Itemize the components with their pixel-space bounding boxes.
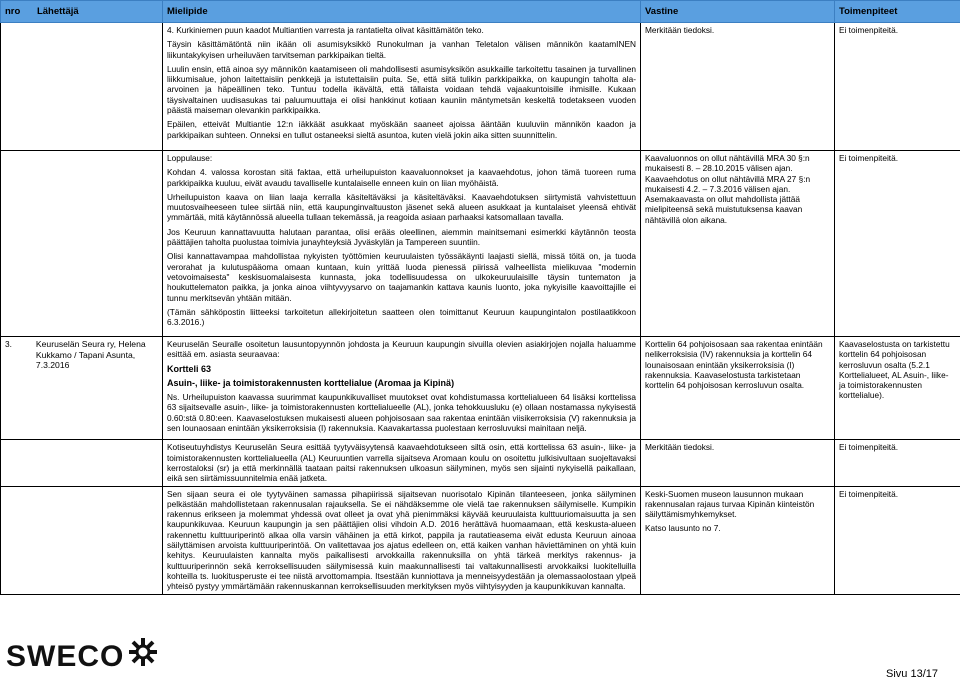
sweco-logo	[6, 640, 160, 674]
sender-cell	[1, 486, 163, 594]
section-subtitle: Asuin-, liike- ja toimistorakennusten korttelialue (Aromaa ja Kipinä)	[167, 377, 455, 388]
opinion-cell	[163, 486, 641, 594]
header-nro-label: nro	[5, 6, 21, 17]
response-cell	[641, 486, 835, 594]
opinion-paragraph: Jos Keuruun kannattavuutta halutaan parantaa, olisi erääs oleellinen, aiemmin mainitsemani esimerkki käytännön teosta päättäjien taholta puolustaa toimivia junayhteyksiä Jyväskylän ja Tampereen suuntiin.	[167, 226, 636, 248]
sender-cell	[1, 23, 163, 151]
sender-cell	[1, 337, 163, 440]
opinion-paragraph: Kohdan 4. valossa korostan sitä faktaa, että urheilupuiston kaavaluonnokset ja kaavaehdotus, johon tämä tuoreen ruma parkkipaikka kuuluu, eivät avaudu tavalliselle kuntalaiselle enneen kuin on liian myöhäistä.	[167, 167, 636, 188]
page-number: Sivu 13/17	[886, 668, 938, 680]
opinion-paragraph: Olisi kannattavampaa mahdollistaa nykyisten työttömien keuruulaisten työssäkäynti laajasti siellä, missä töitä on, ja tuoda verorahat ja kulutuspääoma omaan kuntaan, kuin yrittää luoda pienessä piirissä valheellista mielikuvaa "modernin vetovoimaisesta" keskisuomalaisesta kunnasta, joka todellisuudessa on ulkokeuruulaisille täysin tuntematon ja houkuttelematon paikka, ja jonka ainoa viihtyvyysarvo on taajamankin kattava kaunis luonto, joka nykyisille kaavoittajille ei tunnu merkitsevän yhtään mitään.	[167, 251, 636, 303]
logo-mark-icon	[126, 635, 160, 669]
sender-cell	[1, 151, 163, 337]
response-cell: Merkitään tiedoksi.	[641, 23, 835, 151]
header-sender-label: Lähettäjä	[36, 6, 79, 17]
header-row	[1, 1, 960, 23]
response-cell: Kaavaluonnos on ollut nähtävillä MRA 30 §:n mukaisesti 8. – 28.10.2015 välisen ajan. Kaavaehdotus on ollut nähtävillä MRA 27 §:n mukaisesti 4.2. – 7.3.2016 välisen ajan. Asemakaavasta on ollut mahdollista jättää mielipiteensä sekä muistutuksensa kaavan nähtävillä olon aikana.	[641, 151, 835, 337]
opinion-paragraph: Keuruselän Seuralle osoitetun lausuntopyynnön johdosta ja Keuruun kaupungin sivuilla olevien asiakirjojen nojalla haluamme esittää em. asiasta seuraavaa:	[167, 339, 636, 360]
response-cell: Korttelin 64 pohjoisosaan saa rakentaa enintään nelikerroksisia (IV) rakennuksia ja korttelin 64 lounaisosaan enintään yksikerroksisia (I) rakennuksia. Kaavaselostusta tarkistetaan korttelin 64 pohjoisosan kerrosluvun osalta.	[641, 337, 835, 440]
opinion-cell	[163, 23, 641, 151]
actions-cell: Kaavaselostusta on tarkistettu korttelin 64 pohjoisosan kerrosluvun osalta (5.2.1 Korttelialueet, AL Asuin-, liike- ja toimistorakennusten korttelialue).	[835, 337, 960, 440]
opinion-paragraph: Loppulause:	[167, 153, 213, 163]
actions-cell: Ei toimenpiteitä.	[835, 151, 960, 337]
opinion-paragraph: Ns. Urheilupuiston kaavassa suurimmat kaupunkikuvalliset muutokset ovat kohdistumassa korttelialueen 64 lisäksi korttelissa 63 sijaitsevalle asuin-, liike- ja toimistorakennusten korttelialueelle (AL), jonka tehokkuusluku (e) ollaan nostamassa nykyisestä 0.60:stä 0.80:een. Kaavaselostuksen mukaisesti alueen pohjoisosaan saa rakentaa enintään viisikerroksisia (V) rakennuksia ja sen lounaosaan enintään yksikerroksisia (I) rakennuksia. Kaavakartassa puolestaan kerrosluvuksi mainitaan neljä.	[167, 392, 636, 434]
row-number: 3.	[5, 339, 12, 349]
table-row	[1, 440, 960, 486]
actions-cell: Ei toimenpiteitä.	[835, 486, 960, 594]
table-row	[1, 151, 960, 337]
section-title: Kortteli 63	[167, 363, 212, 374]
opinion-paragraph: Sen sijaan seura ei ole tyytyväinen samassa pihapiirissä sijaitsevan nuorisotalo Kipinän tilanteeseen, jonka säilyminen pelkästään mahdollistetaan rakennusalan rajauksella. Se ei nähdäksemme ole vielä tae rakennuksen säilymiselle. Kumpikin rakennus erikseen ja molemmat yhdessä ovat olleet ja ovat yhä pienimmäksi käyvää keuruulaista kulttuuriomaisuutta ja sen kaupunkikuvaa. Keuruun kaupungin ja sen päättäjien olisi vihdoin A.D. 2016 herättävä huomaamaan, että keskusta-alueen rakennettu kulttuuriperintö alkaa olla varsin vähäinen ja että kirkot, pappila ja rautatieasema eivät edusta Keuruun ainoaa säilyttämisen arvoista kulttuuriperintöä. On valitettavaa jos ajatus edelleen on, että kaiken vanhan häviettäminen on yhtä kuin kehitys. Keuruulaisten kannalta myös paikallisesti arvokkailla rakennuksilla on yhtä tärkeä merkitys rakennus- ja kulttuuriperinnön sekä kerroksellisuuden säilymisessä kuin maakunnallisesti tai valtakunnallisesti arvokkaiksi luokitelluilla kohteilla ts. luokitusperuste ei tee niistä arvottomampia. Itsestään kunniottava ja menneisyydestään ja olemassaolostaan ylpeä yhteisö pystyy ymmärtämään rakennuskannan kerroksellisuuden merkityksen myös viihtyisyyden ja kaupunkikuvan kannalta.	[167, 488, 636, 592]
header-actions: Toimenpiteet	[835, 1, 960, 23]
opinion-cell	[163, 151, 641, 337]
logo-text: SWECO	[6, 640, 125, 673]
opinion-paragraph: (Tämän sähköpostin liitteeksi tarkoitetun allekirjoitetun saatteen olen toimittanut Keuruun kaupungintalon postilaatikkoon 6.3.2016.)	[167, 306, 636, 328]
opinion-cell	[163, 337, 641, 440]
sender-cell	[1, 440, 163, 486]
actions-cell: Ei toimenpiteitä.	[835, 23, 960, 151]
header-opinion: Mielipide	[163, 1, 641, 23]
opinion-paragraph: 4. Kurkiniemen puun kaadot Multiantien varresta ja rantatielta olivat käsittämätön teko.	[167, 25, 484, 35]
header-nro	[1, 1, 163, 23]
table-row	[1, 23, 960, 151]
opinion-paragraph: Urheilupuiston kaava on liian laaja kerralla käsiteltäväksi ja käsiteltäväksi. Kaavaehdotuksen siirtymistä vahvistettuun muutosvaiheeseen tulee siirtää niin, että kaupunginvaltuuston jäsenet sekä alueen asukkaat ja kuntalaiset yleensä ehtivät ymmärtää, mitä käytännössä alueella tullaan tekemässä, ja reagoida asiaan parhaaksi katsomallaan tavalla.	[167, 191, 636, 223]
opinion-paragraph: Luulin ensin, että ainoa syy männikön kaatamiseen oli mahdollisesti asumisyksikön asukkaille tarkoitettu tasainen ja turvallinen liikkumisalue, johon laitettaisiin penkkejä ja istutettaisiin puita. Se, että siitä tulikin parkkipaikka, on kaupungin taholta ala-arvoinen ja häpeällinen teko. Tuntuu todella ikävältä, että tällaista voidaan tehdä vajaakuntoisille ihmisille. Kukaan täysivaltainen uudisasukas tai paluumuuttaja ei olisi hankkinut kotiaan kauniin mäntymetsän keskeltä todetakseen vuoden päästä maiseman olevankin parkkipaikka.	[167, 63, 636, 116]
header-response: Vastine	[641, 1, 835, 23]
opinion-cell	[163, 440, 641, 486]
response-cell: Merkitään tiedoksi.	[641, 440, 835, 486]
opinion-paragraph: Täysin käsittämätöntä niin ikään oli asumisyksikkö Runokulman ja vanhan Teletalon välisen männikön kaatamINEN liikuntakykyisen urheiluväen tarvitseman parkkipaikan tieltä.	[167, 39, 636, 60]
sender-name: Keuruselän Seura ry, Helena Kukkamo / Tapani Asunta, 7.3.2016	[35, 339, 146, 370]
opinion-paragraph: Kotiseutuyhdistys Keuruselän Seura esittää tyytyväisyytensä kaavaehdotukseen siltä osin, että korttelissa 63 asuin-, liike- ja toimistorakennusten korttelialueella (AL) Keuruuntien varrella sijaitseva Aromaan koulu on osoitettu julkisivultaan suojeltavaksi kerrostaloksi (sr) ja että merkinnällä taataan paitsi rakennuksen ulkoasun säilyminen, myös sen sijainti nykyisellä paikallaan, eikä sen siirtämissuunnitelmia enää jatketa.	[167, 442, 636, 484]
table-row	[1, 486, 960, 594]
opinion-paragraph: Epäilen, etteivät Multiantie 12:n iäkkäät asukkaat myöskään saaneet ajoissa ääntään kuuluviin männikön kaadon ja parkkipaikan suhteen. Onneksi en tullut ostaneeksi sieltä asuntoa, kuten vielä jokin aika sitten suunnittelin.	[167, 119, 636, 140]
response-paragraph: Katso lausunto no 7.	[645, 523, 721, 534]
table-row	[1, 337, 960, 440]
actions-cell: Ei toimenpiteitä.	[835, 440, 960, 486]
response-paragraph: Keski-Suomen museon lausunnon mukaan rakennusalan rajaus turvaa Kipinän kiinteistön säilyttämismyhkemykset.	[645, 488, 815, 520]
